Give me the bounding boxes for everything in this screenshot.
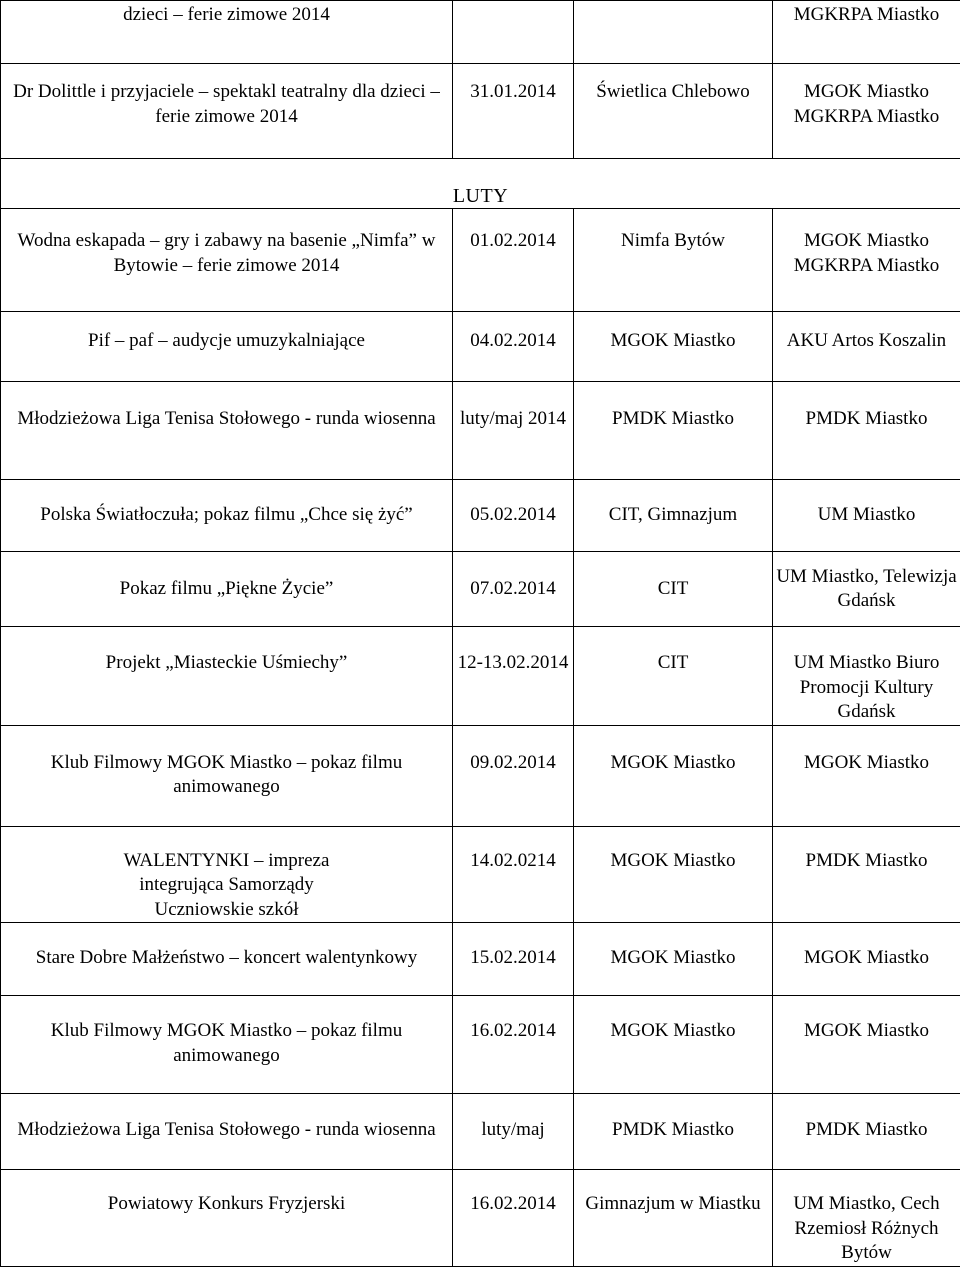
- date-cell: 16.02.2014: [453, 996, 574, 1094]
- organizer-cell: MGOK Miastko MGKRPA Miastko: [773, 64, 960, 159]
- table-row: [1, 627, 960, 726]
- place-cell: MGOK Miastko: [574, 826, 773, 923]
- place-cell: CIT: [574, 627, 773, 726]
- event-cell: Pokaz filmu „Piękne Życie”: [1, 552, 453, 627]
- table-row: [1, 996, 960, 1094]
- table-row: [1, 312, 960, 382]
- event-cell: WALENTYNKI – impreza integrująca Samorządy Uczniowskie szkół: [1, 826, 453, 923]
- event-cell: Stare Dobre Małżeństwo – koncert walentynkowy: [1, 923, 453, 996]
- organizer-cell: MGKRPA Miastko: [773, 1, 960, 64]
- organizer-cell: MGOK Miastko: [773, 725, 960, 826]
- date-cell: luty/maj 2014: [453, 382, 574, 480]
- organizer-cell: AKU Artos Koszalin: [773, 312, 960, 382]
- event-cell: Polska Światłoczuła; pokaz filmu „Chce się żyć”: [1, 480, 453, 552]
- date-cell: 07.02.2014: [453, 552, 574, 627]
- table-row: [1, 1094, 960, 1170]
- date-cell: 09.02.2014: [453, 725, 574, 826]
- organizer-cell: UM Miastko, Telewizja Gdańsk: [773, 552, 960, 627]
- event-cell: Projekt „Miasteckie Uśmiechy”: [1, 627, 453, 726]
- table-row: [1, 382, 960, 480]
- date-cell: [453, 1, 574, 64]
- place-cell: CIT, Gimnazjum: [574, 480, 773, 552]
- month-header-row: [1, 159, 960, 209]
- place-cell: MGOK Miastko: [574, 996, 773, 1094]
- place-cell: [574, 1, 773, 64]
- organizer-cell: MGOK Miastko MGKRPA Miastko: [773, 209, 960, 312]
- event-cell: Klub Filmowy MGOK Miastko – pokaz filmu animowanego: [1, 996, 453, 1094]
- date-cell: 14.02.0214: [453, 826, 574, 923]
- table-row: [1, 209, 960, 312]
- table-row: [1, 552, 960, 627]
- date-cell: 31.01.2014: [453, 64, 574, 159]
- table-row: [1, 1170, 960, 1267]
- table-row: [1, 923, 960, 996]
- date-cell: 01.02.2014: [453, 209, 574, 312]
- date-cell: luty/maj: [453, 1094, 574, 1170]
- event-cell: dzieci – ferie zimowe 2014: [1, 1, 453, 64]
- date-cell: 04.02.2014: [453, 312, 574, 382]
- events-table-body: [1, 1, 960, 1267]
- date-cell: 12-13.02.2014: [453, 627, 574, 726]
- table-row: [1, 480, 960, 552]
- place-cell: Gimnazjum w Miastku: [574, 1170, 773, 1267]
- event-cell: Klub Filmowy MGOK Miastko – pokaz filmu animowanego: [1, 725, 453, 826]
- date-cell: 15.02.2014: [453, 923, 574, 996]
- place-cell: MGOK Miastko: [574, 923, 773, 996]
- place-cell: PMDK Miastko: [574, 382, 773, 480]
- place-cell: MGOK Miastko: [574, 725, 773, 826]
- place-cell: CIT: [574, 552, 773, 627]
- place-cell: Nimfa Bytów: [574, 209, 773, 312]
- event-cell: Pif – paf – audycje umuzykalniające: [1, 312, 453, 382]
- table-row: [1, 1, 960, 64]
- organizer-cell: PMDK Miastko: [773, 382, 960, 480]
- table-row: [1, 64, 960, 159]
- table-row: [1, 826, 960, 923]
- organizer-cell: PMDK Miastko: [773, 1094, 960, 1170]
- place-cell: PMDK Miastko: [574, 1094, 773, 1170]
- place-cell: MGOK Miastko: [574, 312, 773, 382]
- event-cell: Młodzieżowa Liga Tenisa Stołowego - runda wiosenna: [1, 1094, 453, 1170]
- organizer-cell: MGOK Miastko: [773, 996, 960, 1094]
- date-cell: 05.02.2014: [453, 480, 574, 552]
- organizer-cell: UM Miastko: [773, 480, 960, 552]
- event-cell: Wodna eskapada – gry i zabawy na basenie „Nimfa” w Bytowie – ferie zimowe 2014: [1, 209, 453, 312]
- organizer-cell: PMDK Miastko: [773, 826, 960, 923]
- event-cell: Młodzieżowa Liga Tenisa Stołowego - runda wiosenna: [1, 382, 453, 480]
- event-cell: Powiatowy Konkurs Fryzjerski: [1, 1170, 453, 1267]
- table-row: [1, 725, 960, 826]
- date-cell: 16.02.2014: [453, 1170, 574, 1267]
- organizer-cell: UM Miastko Biuro Promocji Kultury Gdańsk: [773, 627, 960, 726]
- place-cell: Świetlica Chlebowo: [574, 64, 773, 159]
- organizer-cell: MGOK Miastko: [773, 923, 960, 996]
- month-header: LUTY: [1, 159, 960, 209]
- event-cell: Dr Dolittle i przyjaciele – spektakl teatralny dla dzieci – ferie zimowe 2014: [1, 64, 453, 159]
- organizer-cell: UM Miastko, Cech Rzemiosł Różnych Bytów: [773, 1170, 960, 1267]
